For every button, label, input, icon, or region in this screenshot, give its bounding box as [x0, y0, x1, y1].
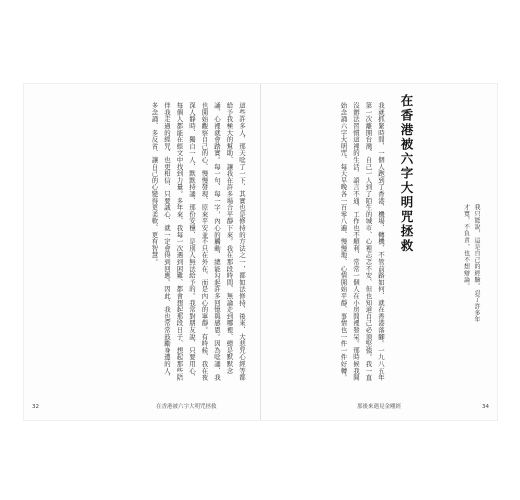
left-page [24, 84, 260, 420]
left-page-body: 這些許多人、那天唸了一下、其實也是修持的方法之一，都如法修持、後來、大悲咒心經等都給予我極大的幫助、讓我在許多場合平靜下來。我在那段時間、無論走到哪裡、總是默默念誦、心裡就會踏實。每一句、每一字，內心的觸動、總能勾起許多回憶與感恩。因為唸誦、我也開始觀察自己的心、慢慢發現、原來平安並不只在外在、而是內心的寧靜。有時候、我在夜深人靜時、獨自一人、默默持誦、那份安穩、是別人無法給予的。我常對朋友說、只要用心、每個人都能在經文中找到力量。多年來、我每一次遇到困難、都會想起那段日子、想起那些陪伴我走過的經咒、也更相信、只要誠心、就一定會得到回應。因此、我也常常鼓勵身邊的人、多念誦、多反省、讓自己的心變得更柔軟、更有智慧。 [150, 102, 246, 381]
book-spread [24, 84, 497, 420]
right-page-body: 我就抓緊時間、一個人跑到了香港、機場、轉機、不管前路如何、就在香港落腳。一九八五年第一次離開台灣、自己一人到了陌生的城市、心裡忐忑不安、但也知道自己必須堅強。我一直沒辦法習慣這裡的生活、語言不通、工作也不順利、常常一個人在小房間裡發呆。那時候我開始念誦六字大明咒、每天早晚各一百零八遍、慢慢地、心情開始平靜、事情也一件一件好轉。 [339, 102, 385, 381]
chapter-title: 在香港被六字大明咒拯救 [399, 94, 414, 254]
left-running-head: 在香港被六字大明咒拯救 [156, 404, 217, 410]
right-running-head: 那後來遇見金剛經 [357, 404, 402, 410]
right-page [261, 84, 497, 420]
right-page-number: 34 [482, 404, 489, 410]
epigraph-quote: 我只能說，這是自己的經驗。忍了許多年才寬，不負責，也不想辯論。 [462, 204, 480, 323]
left-page-number: 32 [32, 404, 39, 410]
